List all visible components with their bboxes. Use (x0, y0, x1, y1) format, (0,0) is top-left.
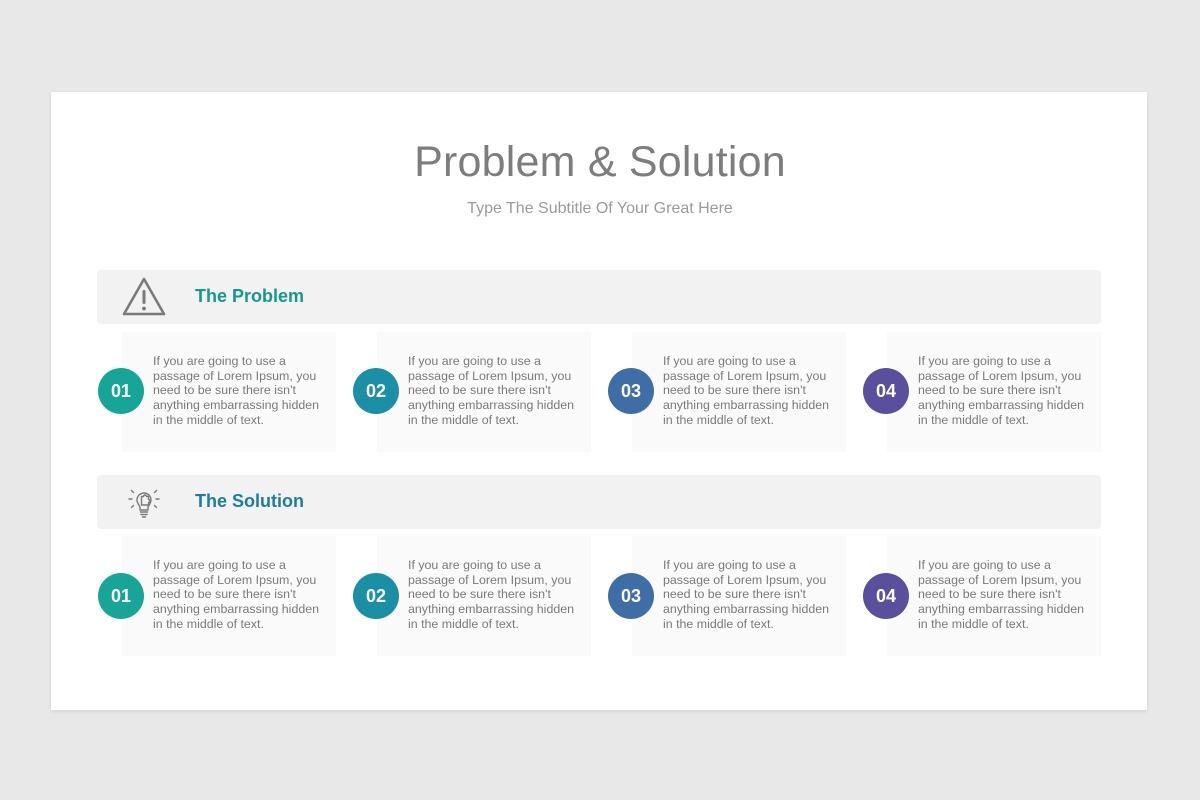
solution-number-2: 02 (353, 573, 399, 619)
problem-number-4: 04 (863, 368, 909, 414)
solution-title: The Solution (195, 491, 304, 511)
solution-card-3-text: If you are going to use a passage of Lorem Ipsum, you need to be sure there isn't anything embarrassing hidden in the middle of text. (663, 558, 830, 631)
solution-number-4: 04 (863, 573, 909, 619)
problem-card-3-text: If you are going to use a passage of Lorem Ipsum, you need to be sure there isn't anything embarrassing hidden in the middle of text. (663, 354, 830, 427)
problem-number-2: 02 (353, 368, 399, 414)
problem-card-1 (122, 332, 336, 452)
solution-card-1-text: If you are going to use a passage of Lorem Ipsum, you need to be sure there isn't anything embarrassing hidden in the middle of text. (153, 558, 320, 631)
solution-number-1: 01 (98, 573, 144, 619)
problem-card-4-text: If you are going to use a passage of Lorem Ipsum, you need to be sure there isn't anything embarrassing hidden in the middle of text. (918, 354, 1085, 427)
problem-card-4 (887, 332, 1101, 452)
problem-title: The Problem (195, 286, 305, 306)
solution-card-3 (632, 536, 846, 656)
solution-card-2 (377, 536, 591, 656)
page-subtitle: Type The Subtitle Of Your Great Here (467, 200, 733, 217)
problem-card-2 (377, 332, 591, 452)
page-title: Problem & Solution (414, 138, 786, 186)
solution-number-3: 03 (608, 573, 654, 619)
problem-card-1-text: If you are going to use a passage of Lorem Ipsum, you need to be sure there isn't anything embarrassing hidden in the middle of text. (153, 354, 320, 427)
problem-card-3 (632, 332, 846, 452)
solution-card-4-text: If you are going to use a passage of Lorem Ipsum, you need to be sure there isn't anything embarrassing hidden in the middle of text. (918, 558, 1085, 631)
solution-card-4 (887, 536, 1101, 656)
problem-card-2-text: If you are going to use a passage of Lorem Ipsum, you need to be sure there isn't anything embarrassing hidden in the middle of text. (408, 354, 575, 427)
solution-header (97, 475, 1101, 529)
solution-card-2-text: If you are going to use a passage of Lorem Ipsum, you need to be sure there isn't anything embarrassing hidden in the middle of text. (408, 558, 575, 631)
warning-icon (121, 276, 167, 318)
problem-number-3: 03 (608, 368, 654, 414)
problem-header (97, 270, 1101, 324)
solution-card-1 (122, 536, 336, 656)
lightbulb-puzzle-icon (121, 481, 167, 523)
problem-number-1: 01 (98, 368, 144, 414)
